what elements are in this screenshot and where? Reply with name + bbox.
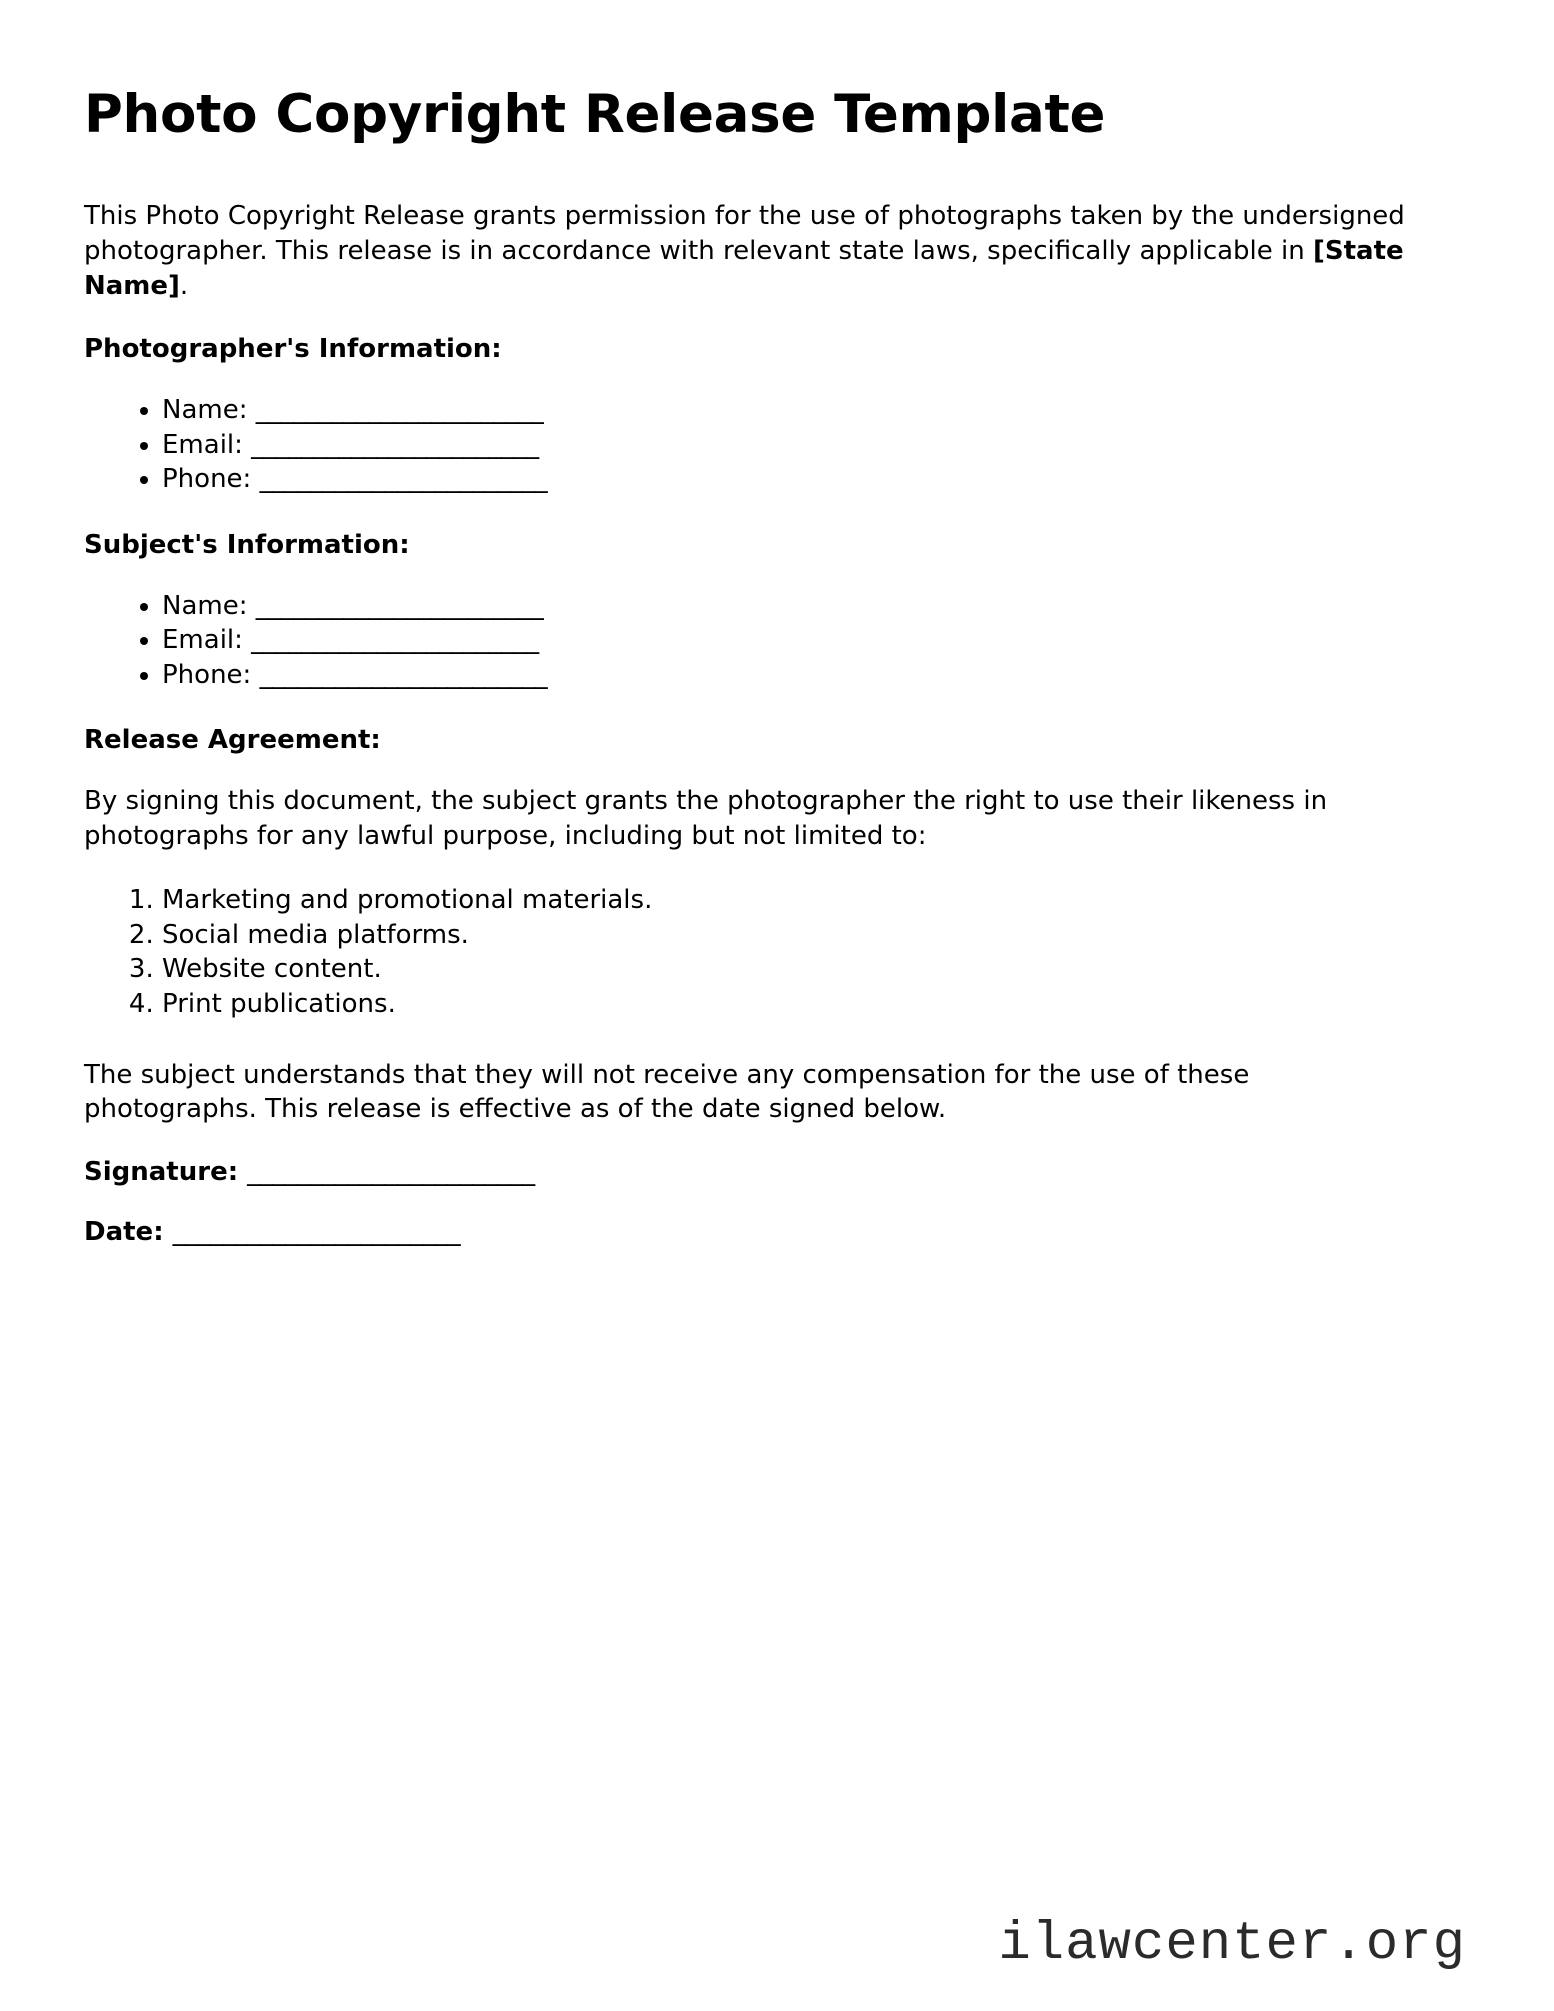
date-blank[interactable]: _______________________ <box>172 1217 461 1248</box>
signature-label: Signature: <box>84 1156 239 1187</box>
list-item <box>162 462 1450 497</box>
site-watermark: ilawcenter.org <box>998 1914 1466 1975</box>
field-blank[interactable]: _______________________ <box>251 429 539 460</box>
release-agreement-heading: Release Agreement: <box>84 725 381 756</box>
field-label: Name: <box>162 395 248 425</box>
signature-blank[interactable]: _______________________ <box>247 1156 535 1187</box>
field-label: Email: <box>162 625 243 656</box>
page-title: Photo Copyright Release Template <box>84 84 1106 145</box>
release-agreement-paragraph: By signing this document, the subject grants the photographer the right to use their likeness in photographs for any lawful purpose, including but not limited to: <box>84 786 1328 851</box>
field-label: Phone: <box>162 464 252 495</box>
list-item: 4. Print publications. <box>162 987 1450 1022</box>
list-item: 3. Website content. <box>162 952 1450 987</box>
intro-text-part-1: This Photo Copyright Release grants permission for the use of photographs taken by the undersigned photographer. This release is in accordance with relevant state laws, specifically applicable in <box>84 201 1405 267</box>
field-label: Name: <box>162 590 248 621</box>
field-blank[interactable]: _______________________ <box>251 625 539 656</box>
field-blank[interactable]: _______________________ <box>259 659 548 690</box>
signature-field-row <box>84 1155 1450 1190</box>
subject-field-list <box>84 589 1450 693</box>
intro-paragraph <box>84 199 1429 303</box>
list-item: 2. Social media platforms. <box>162 918 1450 953</box>
list-item <box>162 393 1450 428</box>
list-item <box>162 589 1450 624</box>
permitted-uses-list <box>84 883 1450 1021</box>
field-label: Email: <box>162 429 243 460</box>
field-blank[interactable]: _______________________ <box>259 464 548 495</box>
date-field-row <box>84 1215 1450 1250</box>
field-blank[interactable]: _______________________ <box>255 590 544 621</box>
photographer-information-heading: Photographer's Information: <box>84 334 502 365</box>
list-item <box>162 623 1450 658</box>
list-item <box>162 428 1450 463</box>
state-name-placeholder: [State Name] <box>84 236 1404 301</box>
field-blank[interactable]: _______________________ <box>255 395 544 425</box>
compensation-paragraph: The subject understands that they will not receive any compensation for the use of these photographs. This release is effective as of the date signed below. <box>84 1059 1250 1125</box>
subject-information-heading: Subject's Information: <box>84 529 410 560</box>
intro-text-part-2: . <box>179 270 189 301</box>
list-item: 1. Marketing and promotional materials. <box>162 883 1450 918</box>
photographer-field-list <box>84 393 1450 497</box>
date-label: Date: <box>84 1217 164 1248</box>
list-item <box>162 658 1450 693</box>
field-label: Phone: <box>162 659 252 690</box>
